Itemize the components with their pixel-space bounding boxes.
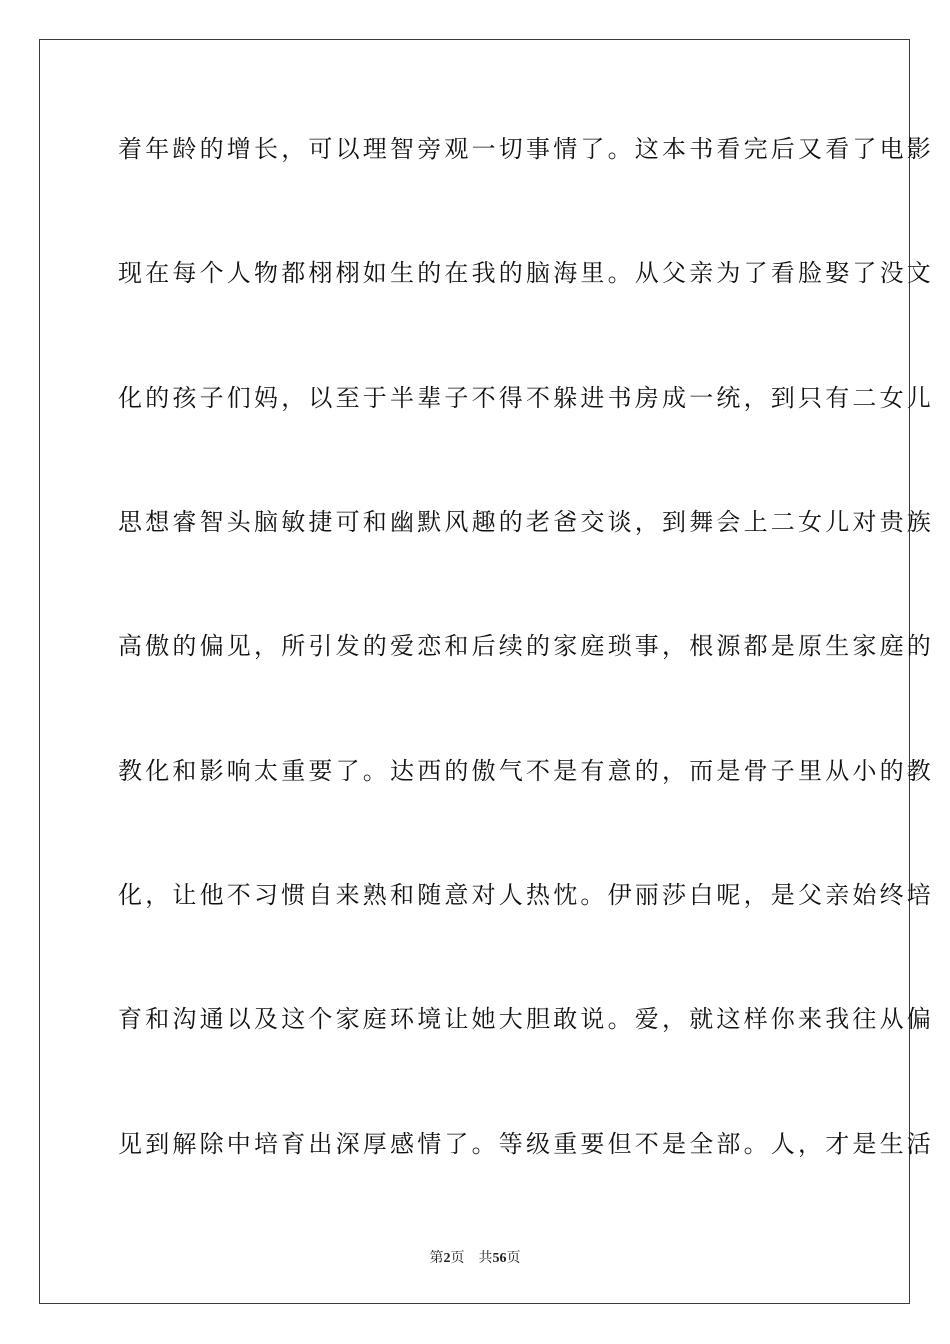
- page-border: [39, 39, 934, 1304]
- total-page-count: 56: [492, 1251, 507, 1266]
- body-text-line: 着年龄的增长，可以理智旁观一切事情了。这本书看完后又看了电影: [118, 135, 934, 163]
- total-suffix: 页: [506, 1250, 521, 1266]
- body-text-line: 化的孩子们妈，以至于半辈子不得不躲进书房成一统，到只有二女儿: [118, 384, 934, 412]
- body-text-line: 育和沟通以及这个家庭环境让她大胆敢说。爱，就这样你来我往从偏: [118, 1005, 934, 1033]
- body-text-line: 高傲的偏见，所引发的爱恋和后续的家庭琐事，根源都是原生家庭的: [118, 632, 934, 660]
- total-pages-label: [479, 1250, 521, 1266]
- body-text-line: 见到解除中培育出深厚感情了。等级重要但不是全部。人，才是生活: [118, 1130, 934, 1158]
- body-text-line: 思想睿智头脑敏捷可和幽默风趣的老爸交谈，到舞会上二女儿对贵族: [118, 508, 934, 536]
- page-footer: [0, 1249, 950, 1268]
- current-page-number: 2: [443, 1251, 451, 1266]
- body-text-line: 化，让他不习惯自来熟和随意对人热忱。伊丽莎白呢，是父亲始终培: [118, 881, 934, 909]
- body-text-line: 教化和影响太重要了。达西的傲气不是有意的，而是骨子里从小的教: [118, 757, 934, 785]
- body-text-line: 现在每个人物都栩栩如生的在我的脑海里。从父亲为了看脸娶了没文: [118, 259, 934, 287]
- page-suffix: 页: [450, 1250, 465, 1266]
- page-number-label: [430, 1250, 465, 1266]
- page-prefix: 第: [429, 1250, 444, 1266]
- total-prefix: 共: [478, 1250, 493, 1266]
